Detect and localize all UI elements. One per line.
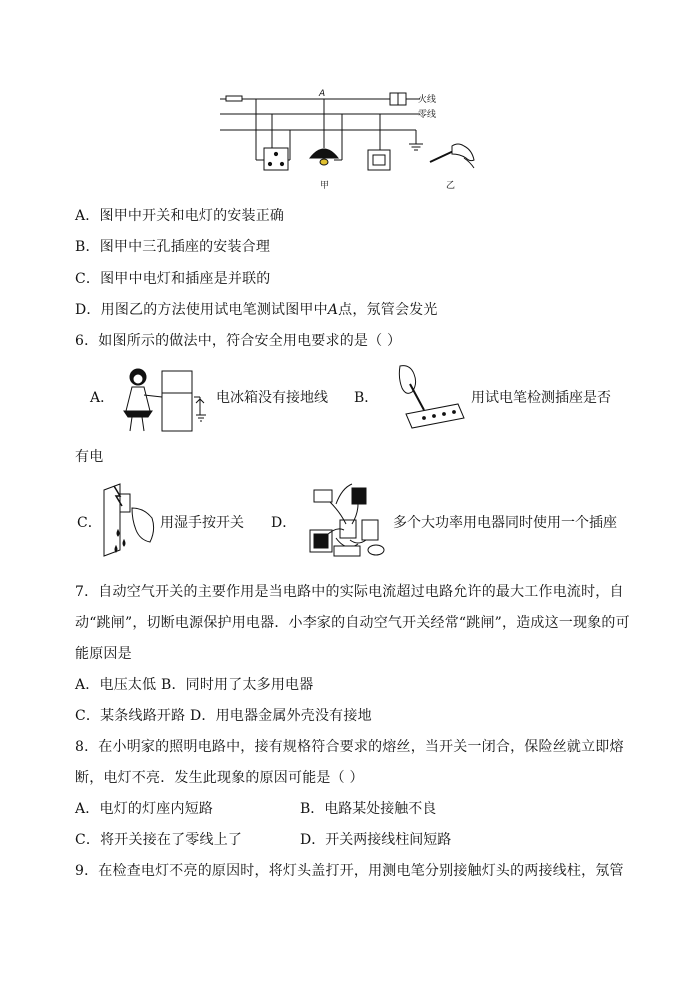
- label-a: A: [319, 89, 326, 99]
- q6-option-b-letter: B．: [354, 390, 379, 406]
- q9-line-1: 9．在检查电灯不亮的原因时，将灯头盖打开，用测电笔分别接触灯头的两接线柱，氖管: [75, 863, 624, 879]
- wet-hand-switch-illustration: [98, 480, 160, 560]
- label-jia: 甲: [320, 181, 330, 191]
- q8-option-c: C．将开关接在了零线上了: [75, 832, 243, 848]
- q5-option-d: [75, 300, 438, 320]
- q5-option-d-text-1: D．用图乙的方法使用试电笔测试图甲中: [75, 302, 328, 318]
- q8-option-a: A．电灯的灯座内短路: [75, 801, 214, 817]
- q6-option-c-letter: C．: [77, 515, 102, 531]
- q6-option-d-letter: D．: [271, 515, 297, 531]
- q7-line-2: 动“跳闸”，切断电源保护用电器．小李家的自动空气开关经常“跳闸”，造成这一现象的可: [75, 615, 630, 631]
- q5-option-b: B．图甲中三孔插座的安装合理: [75, 239, 271, 255]
- q7-line-1: 7．自动空气开关的主要作用是当电路中的实际电流超过电路允许的最大工作电流时，自: [75, 584, 624, 600]
- overloaded-socket-illustration: [306, 480, 392, 564]
- circuit-diagram: [220, 88, 485, 193]
- fridge-illustration: [114, 367, 214, 435]
- q6-option-d-text: 多个大功率用电器同时使用一个插座: [393, 515, 617, 531]
- q6-option-c-text: 用湿手按开关: [160, 515, 244, 531]
- q7-options-cd: C．某条线路开路 D．用电器金属外壳没有接地: [75, 708, 372, 724]
- label-neutral-wire: 零线: [418, 110, 437, 120]
- q8-line-1: 8．在小明家的照明电路中，接有规格符合要求的熔丝，当开关一闭合，保险丝就立即熔: [75, 739, 624, 755]
- q6-option-a-letter: A．: [90, 390, 115, 406]
- q8-line-2: 断，电灯不亮．发生此现象的原因可能是（ ）: [75, 770, 364, 786]
- label-yi: 乙: [446, 181, 456, 191]
- q8-option-d: D．开关两接线柱间短路: [300, 832, 452, 848]
- q6-option-b-text-cont: 有电: [75, 449, 104, 465]
- q8-option-b: B．电路某处接触不良: [300, 801, 437, 817]
- q6-option-a-text: 电冰箱没有接地线: [216, 390, 328, 406]
- q7-line-3: 能原因是: [75, 646, 132, 662]
- q5-option-a: A．图甲中开关和电灯的安装正确: [75, 208, 285, 224]
- q5-option-d-text-2: 点，氖管会发光: [338, 302, 438, 318]
- test-pen-socket-illustration: [388, 362, 468, 432]
- q5-option-d-point: A: [327, 302, 339, 318]
- q7-options-ab: A．电压太低 B．同时用了太多用电器: [75, 677, 314, 693]
- label-live-wire: 火线: [418, 95, 437, 105]
- q6-option-b-text: 用试电笔检测插座是否: [471, 390, 611, 406]
- q5-option-c: C．图甲中电灯和插座是并联的: [75, 271, 271, 287]
- q6-stem: 6．如图所示的做法中，符合安全用电要求的是（ ）: [75, 333, 402, 349]
